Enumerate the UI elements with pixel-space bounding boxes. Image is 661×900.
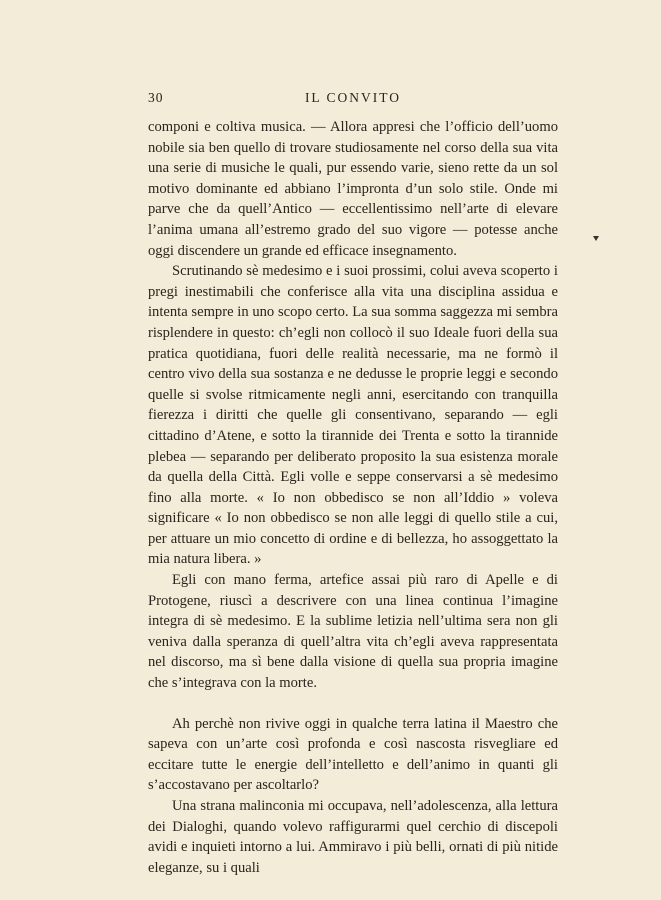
paragraph: Una strana malinconia mi occupava, nell’adolescenza, alla lettura dei Dialoghi, quando volevo raffigurarmi quel cerchio di discepoli avidi e inquieti intorno a lui. Ammiravo i più belli, ornati di più nitide eleganze, su i quali <box>148 798 558 876</box>
running-title: IL CONVITO <box>304 90 402 105</box>
page-number: 30 <box>148 90 164 105</box>
body-text <box>148 117 558 878</box>
paragraph: Ah perchè non rivive oggi in qualche terra latina il Maestro che sapeva con un’arte così profonda e così nascosta risvegliare ed eccitare tutte le energie dell’intelletto e dell’animo in quanti gli s’accostavano per ascoltarlo? <box>148 715 558 794</box>
paragraph: componi e coltiva musica. — Allora appresi che l’officio dell’uomo nobile sia ben quello di trovare studiosamente nel corso della sua vita una serie di musiche le quali, pur essendo varie, sieno rette da un sol motivo dominante ed abbiano l’impronta d’un solo stile. Onde mi parve che da quell’Antico — eccellentissimo nell’arte di elevare l’anima umana all’estremo grado del suo vigore — potesse anche oggi discendere un grande ed efficace insegnamento. <box>148 119 558 259</box>
paragraph: Scrutinando sè medesimo e i suoi prossimi, colui aveva scoperto i pregi inestimabili che conferisce alla vita una disciplina assidua e intenta sempre in uno scopo certo. La sua somma saggezza mi sembra risplendere in questo: ch’egli non collocò il suo Ideale fuori della sua pratica quotidiana, fuori delle realità necessarie, ma ne formò il centro vivo della sua sostanza e ne dedusse le proprie leggi e secondo quelle si svolse ritmicamente negli anni, esercitando con tranquilla fierezza i diritti che quelle gli consentivano, separando — egli cittadino d’Atene, e sotto la tirannide dei Trenta e sotto la tirannide plebea — separando per deliberato proposito la sua esistenza morale da quella della Città. Egli volle e seppe conservarsi a sè medesimo fino alla morte. « Io non obbedisco se non all’Iddio » voleva significare « Io non obbedisco se non alle leggi di quello stile a cui, per attuare un mio concetto di ordine e di bellezza, ho assoggettato la mia natura libera. » <box>148 263 558 568</box>
margin-mark-icon <box>593 236 599 241</box>
page-header <box>148 90 558 108</box>
paragraph: Egli con mano ferma, artefice assai più raro di Apelle e di Protogene, riuscì a descrivere con una linea continua l’imagine integra di sè medesimo. E la sublime letizia nell’ultima sera non gli veniva dalla speranza di quell’altra vita ch’egli aveva rappresentata nel discorso, ma sì bene dalla visione di quella sua propria imagine che s’integrava con la morte. <box>148 572 558 692</box>
